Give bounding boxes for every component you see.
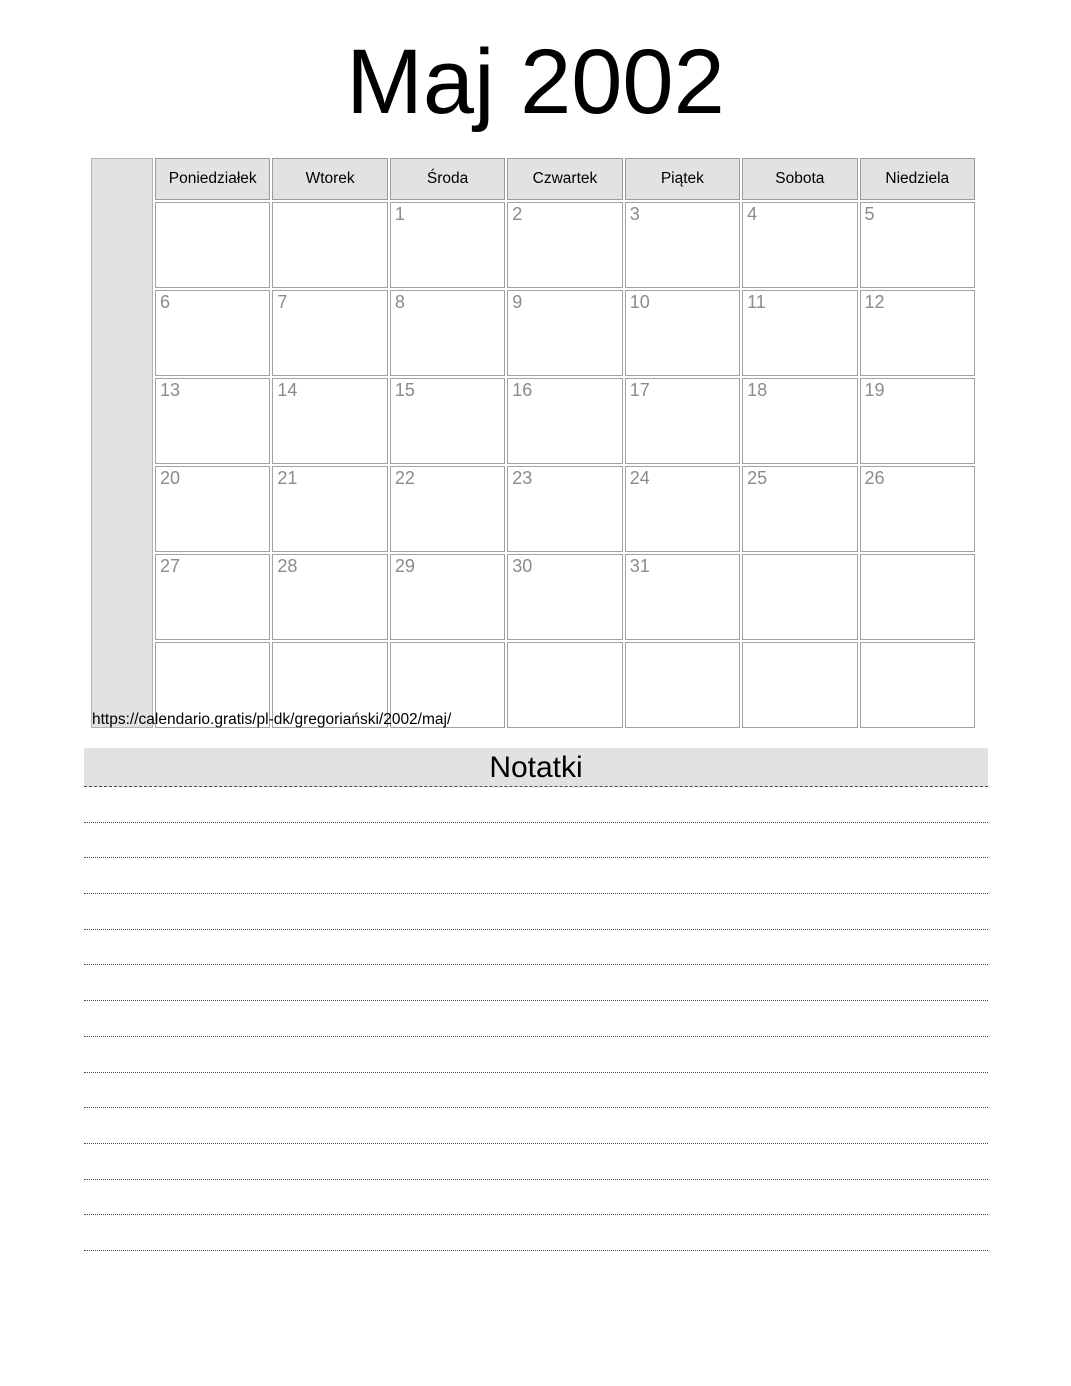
- weekday-header-friday: Piątek: [625, 158, 740, 200]
- calendar-week-row: [91, 466, 975, 552]
- calendar-day-cell: 28: [272, 554, 387, 640]
- calendar-day-cell: 7: [272, 290, 387, 376]
- note-line: [84, 1108, 988, 1144]
- calendar-day-cell: 3: [625, 202, 740, 288]
- weekday-header-wednesday: Środa: [390, 158, 505, 200]
- calendar-day-cell: 23: [507, 466, 622, 552]
- calendar-day-cell: 31: [625, 554, 740, 640]
- calendar-table: [89, 156, 977, 730]
- page-title: Maj 2002: [346, 31, 725, 133]
- note-line: [84, 1144, 988, 1180]
- note-line: [84, 930, 988, 966]
- note-line: [84, 858, 988, 894]
- calendar-day-cell: 30: [507, 554, 622, 640]
- calendar-day-cell: [507, 642, 622, 728]
- note-line: [84, 894, 988, 930]
- weekday-header-monday: Poniedziałek: [155, 158, 270, 200]
- note-line: [84, 1215, 988, 1251]
- calendar-day-cell: 18: [742, 378, 857, 464]
- calendar-day-cell: 29: [390, 554, 505, 640]
- calendar-day-cell: 24: [625, 466, 740, 552]
- note-line: [84, 1073, 988, 1109]
- note-line: [84, 823, 988, 859]
- calendar-day-cell: 9: [507, 290, 622, 376]
- calendar-day-cell: 16: [507, 378, 622, 464]
- calendar-day-cell: 26: [860, 466, 975, 552]
- calendar-day-cell: 13: [155, 378, 270, 464]
- calendar-day-cell: 15: [390, 378, 505, 464]
- calendar-container: [89, 156, 977, 730]
- notes-title: Notatki: [489, 751, 583, 784]
- note-line: [84, 1180, 988, 1216]
- note-line: [84, 1001, 988, 1037]
- calendar-week-row: [91, 202, 975, 288]
- weekday-header-sunday: Niedziela: [860, 158, 975, 200]
- calendar-day-cell: 1: [390, 202, 505, 288]
- calendar-day-cell: 19: [860, 378, 975, 464]
- weekday-header-tuesday: Wtorek: [272, 158, 387, 200]
- note-line: [84, 787, 988, 823]
- calendar-week-row: [91, 378, 975, 464]
- calendar-day-cell: [860, 642, 975, 728]
- notes-header: [84, 748, 988, 787]
- calendar-day-cell: 2: [507, 202, 622, 288]
- calendar-day-cell: [742, 642, 857, 728]
- calendar-day-cell: 11: [742, 290, 857, 376]
- calendar-left-gutter: [91, 158, 153, 728]
- calendar-day-cell: 27: [155, 554, 270, 640]
- calendar-day-cell: 21: [272, 466, 387, 552]
- weekday-header-thursday: Czwartek: [507, 158, 622, 200]
- notes-section: [84, 748, 988, 1251]
- calendar-day-cell: 12: [860, 290, 975, 376]
- calendar-day-cell: 10: [625, 290, 740, 376]
- calendar-day-cell: 20: [155, 466, 270, 552]
- calendar-day-cell: 5: [860, 202, 975, 288]
- calendar-day-cell: 17: [625, 378, 740, 464]
- calendar-day-cell: 6: [155, 290, 270, 376]
- calendar-day-cell: [155, 202, 270, 288]
- calendar-day-cell: [625, 642, 740, 728]
- calendar-week-row: [91, 554, 975, 640]
- note-line: [84, 1037, 988, 1073]
- calendar-day-cell: 4: [742, 202, 857, 288]
- weekday-header-saturday: Sobota: [742, 158, 857, 200]
- calendar-day-cell: 14: [272, 378, 387, 464]
- calendar-day-cell: 25: [742, 466, 857, 552]
- note-lines: [84, 787, 988, 1251]
- calendar-day-cell: [742, 554, 857, 640]
- source-url: https://calendario.gratis/pl-dk/gregoriański/2002/maj/: [92, 711, 452, 728]
- calendar-day-cell: [860, 554, 975, 640]
- calendar-day-cell: [272, 202, 387, 288]
- note-line: [84, 965, 988, 1001]
- calendar-day-cell: 8: [390, 290, 505, 376]
- calendar-week-row: [91, 290, 975, 376]
- calendar-day-cell: 22: [390, 466, 505, 552]
